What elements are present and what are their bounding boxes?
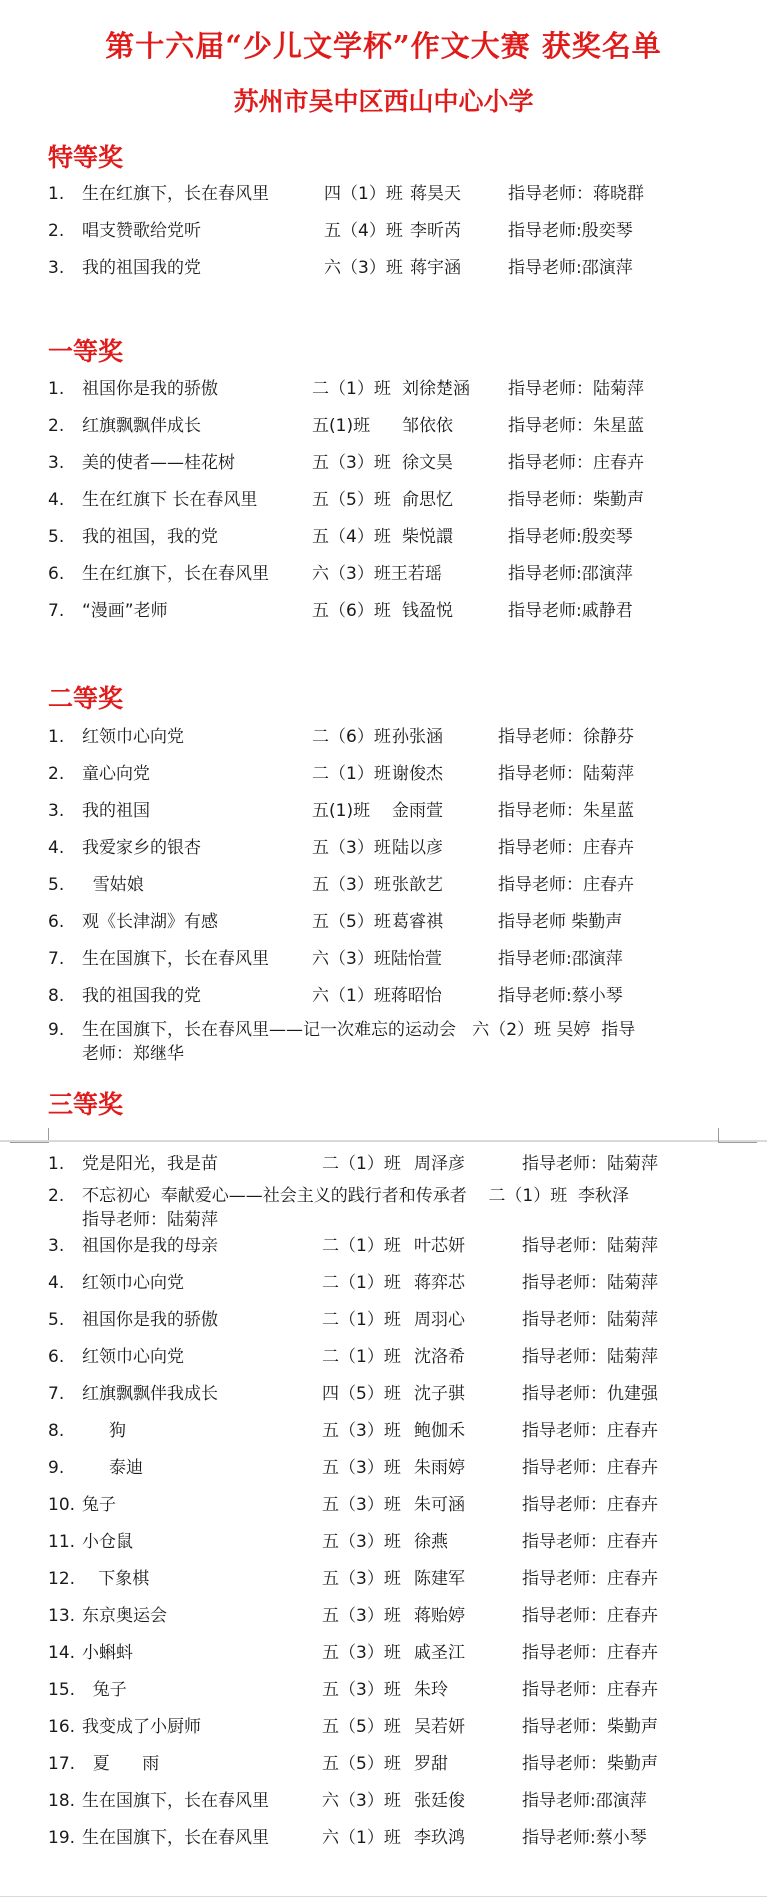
entry-work-title: 红旗飘飘伴我成长	[82, 1384, 218, 1404]
entry-teacher: 指导老师：柴勤声	[522, 1717, 658, 1737]
entry-class: 六（3）班陆怡萱	[312, 949, 442, 969]
award-entry	[0, 1602, 767, 1630]
entry-work-title: 红领巾心向党	[82, 727, 184, 747]
entry-text-line: 指导老师：陆菊萍	[82, 1210, 218, 1230]
award-entry	[0, 1491, 767, 1519]
entry-number: 12.	[48, 1569, 76, 1589]
entry-class: 二（1）班	[322, 1347, 401, 1367]
entry-work-title: “漫画”老师	[82, 601, 168, 621]
entry-number: 4.	[48, 1273, 65, 1293]
entry-class: 五（4）班	[324, 221, 403, 241]
entry-class: 六（1）班	[322, 1828, 401, 1848]
entry-student: 沈洛希	[414, 1347, 465, 1367]
entry-class: 四（5）班	[322, 1384, 401, 1404]
entry-work-title: 东京奥运会	[82, 1606, 167, 1626]
award-entry	[0, 908, 767, 936]
entry-teacher: 指导老师 柴勤声	[498, 912, 623, 932]
entry-teacher: 指导老师：庄春卉	[508, 453, 644, 473]
entry-class: 五（3）班	[322, 1569, 401, 1589]
award-entry	[0, 1343, 767, 1371]
award-entry	[0, 1787, 767, 1815]
entry-work-title: 观《长津湖》有感	[82, 912, 218, 932]
entry-teacher: 指导老师:邵演萍	[508, 564, 633, 584]
entry-student: 蒋宇涵	[410, 258, 461, 278]
entry-work-title: 党是阳光，我是苗	[82, 1154, 218, 1174]
entry-class: 五（3）班	[322, 1606, 401, 1626]
entry-number: 8.	[48, 986, 65, 1006]
entry-number: 9.	[48, 1020, 65, 1040]
school-name: 苏州市吴中区西山中心小学	[233, 87, 534, 116]
page-break-divider	[0, 1140, 767, 1142]
entry-text-line: 生在国旗下，长在春风里——记一次难忘的运动会 六（2）班 吴婷 指导	[82, 1020, 636, 1040]
entry-class: 五（3）班	[322, 1680, 401, 1700]
entry-work-title: 生在红旗下 长在春风里	[82, 490, 258, 510]
entry-number: 5.	[48, 875, 65, 895]
entry-student: 邹依依	[402, 416, 453, 436]
entry-teacher: 指导老师:邵演萍	[498, 949, 623, 969]
award-entry	[0, 1269, 767, 1297]
entry-teacher: 指导老师：庄春卉	[522, 1680, 658, 1700]
entry-work-title: 红领巾心向党	[82, 1273, 184, 1293]
entry-work-title: 生在红旗下，长在春风里	[82, 564, 269, 584]
entry-number: 6.	[48, 912, 65, 932]
entry-teacher: 指导老师:邵演萍	[522, 1791, 647, 1811]
entry-class: 五（3）班	[322, 1495, 401, 1515]
entry-number: 7.	[48, 601, 65, 621]
entry-student: 刘徐楚涵	[402, 379, 470, 399]
entry-teacher: 指导老师:蔡小琴	[498, 986, 623, 1006]
entry-teacher: 指导老师：陆菊萍	[498, 764, 634, 784]
entry-number: 13.	[48, 1606, 76, 1626]
award-entry	[0, 1454, 767, 1482]
section-heading-second: 二等奖	[48, 684, 124, 713]
award-entry	[0, 1018, 767, 1070]
entry-number: 1.	[48, 379, 65, 399]
award-entry	[0, 375, 767, 403]
entry-number: 1.	[48, 1154, 65, 1174]
entry-work-title: 红旗飘飘伴成长	[82, 416, 201, 436]
entry-work-title: 祖国你是我的骄傲	[82, 379, 218, 399]
entry-student: 金雨萱	[392, 801, 443, 821]
award-entry	[0, 1639, 767, 1667]
award-entry	[0, 797, 767, 825]
entry-number: 9.	[48, 1458, 65, 1478]
entry-student: 葛睿祺	[392, 912, 443, 932]
entry-work-title: 祖国你是我的骄傲	[82, 1310, 218, 1330]
entry-teacher: 指导老师：陆菊萍	[522, 1273, 658, 1293]
entry-work-title: 我变成了小厨师	[82, 1717, 201, 1737]
entry-work-title: 小仓鼠	[82, 1532, 133, 1552]
entry-student: 鲍伽禾	[414, 1421, 465, 1441]
entry-student: 戚圣江	[414, 1643, 465, 1663]
entry-number: 11.	[48, 1532, 76, 1552]
entry-number: 1.	[48, 727, 65, 747]
entry-number: 3.	[48, 1236, 65, 1256]
entry-class: 五（5）班	[322, 1754, 401, 1774]
entry-student: 徐燕	[414, 1532, 448, 1552]
entry-student: 陆以彦	[392, 838, 443, 858]
entry-teacher: 指导老师：庄春卉	[522, 1606, 658, 1626]
award-entry	[0, 217, 767, 245]
entry-student: 柴悦譞	[402, 527, 453, 547]
entry-student: 蒋弈芯	[414, 1273, 465, 1293]
entry-work-title: 童心向党	[82, 764, 150, 784]
entry-class: 五(1)班	[312, 801, 371, 821]
entry-teacher: 指导老师：庄春卉	[522, 1421, 658, 1441]
entry-teacher: 指导老师:蔡小琴	[522, 1828, 647, 1848]
entry-work-title: 生在红旗下，长在春风里	[82, 184, 269, 204]
entry-class: 五（5）班	[312, 490, 391, 510]
entry-number: 6.	[48, 1347, 65, 1367]
entry-class: 二（1）班	[322, 1154, 401, 1174]
entry-class: 五(1)班	[312, 416, 371, 436]
entry-number: 16.	[48, 1717, 76, 1737]
entry-work-title: 狗	[82, 1421, 127, 1441]
entry-teacher: 指导老师：陆菊萍	[522, 1154, 658, 1174]
award-entry	[0, 1750, 767, 1778]
entry-teacher: 指导老师：庄春卉	[522, 1643, 658, 1663]
award-entry	[0, 560, 767, 588]
entry-student: 朱玲	[414, 1680, 448, 1700]
entry-work-title: 美的使者——桂花树	[82, 453, 235, 473]
entry-class: 五（3）班	[322, 1643, 401, 1663]
entry-teacher: 指导老师：陆菊萍	[522, 1310, 658, 1330]
entry-number: 5.	[48, 527, 65, 547]
award-entry	[0, 486, 767, 514]
entry-class: 五（3）班	[312, 453, 391, 473]
entry-work-title: 生在国旗下，长在春风里	[82, 1828, 269, 1848]
entry-work-title: 红领巾心向党	[82, 1347, 184, 1367]
entry-student: 罗甜	[414, 1754, 448, 1774]
award-entry	[0, 597, 767, 625]
entry-teacher: 指导老师:殷奕琴	[508, 527, 633, 547]
award-entry	[0, 723, 767, 751]
entry-teacher: 指导老师：庄春卉	[522, 1495, 658, 1515]
entry-number: 3.	[48, 453, 65, 473]
award-entry	[0, 1380, 767, 1408]
entry-work-title: 唱支赞歌给党听	[82, 221, 201, 241]
entry-work-title: 小蝌蚪	[82, 1643, 133, 1663]
entry-work-title: 我爱家乡的银杏	[82, 838, 201, 858]
entry-class: 六（3）班王若瑶	[312, 564, 442, 584]
entry-class: 五（3）班	[322, 1532, 401, 1552]
entry-teacher: 指导老师:邵演萍	[508, 258, 633, 278]
entry-student: 周泽彦	[414, 1154, 465, 1174]
entry-number: 18.	[48, 1791, 76, 1811]
entry-teacher: 指导老师：庄春卉	[522, 1569, 658, 1589]
award-entry	[0, 1232, 767, 1260]
award-entry	[0, 1184, 767, 1236]
award-entry	[0, 982, 767, 1010]
entry-student: 朱可涵	[414, 1495, 465, 1515]
entry-student: 徐文昊	[402, 453, 453, 473]
entry-student: 周羽心	[414, 1310, 465, 1330]
entry-class: 六（1）班蒋昭怡	[312, 986, 442, 1006]
entry-student: 俞思忆	[402, 490, 453, 510]
entry-student: 陈建军	[414, 1569, 465, 1589]
award-entry	[0, 449, 767, 477]
award-entry	[0, 760, 767, 788]
entry-teacher: 指导老师:戚静君	[508, 601, 633, 621]
entry-number: 4.	[48, 490, 65, 510]
entry-number: 2.	[48, 1186, 65, 1206]
entry-number: 14.	[48, 1643, 76, 1663]
entry-class: 六（3）班	[324, 258, 403, 278]
entry-teacher: 指导老师：徐静芬	[498, 727, 634, 747]
entry-number: 2.	[48, 764, 65, 784]
entry-text-line: 不忘初心 奉献爱心——社会主义的践行者和传承者 二（1）班 李秋泽	[82, 1186, 630, 1206]
entry-work-title: 我的祖国我的党	[82, 258, 201, 278]
entry-class: 五（3）班	[322, 1421, 401, 1441]
award-entry	[0, 523, 767, 551]
entry-class: 二（1）班	[322, 1310, 401, 1330]
entry-text-line: 老师：郑继华	[82, 1044, 184, 1064]
award-entry	[0, 945, 767, 973]
entry-work-title: 祖国你是我的母亲	[82, 1236, 218, 1256]
entry-class: 六（3）班	[322, 1791, 401, 1811]
entry-teacher: 指导老师：陆菊萍	[522, 1236, 658, 1256]
entry-number: 8.	[48, 1421, 65, 1441]
award-entry	[0, 412, 767, 440]
entry-student: 李玖鸿	[414, 1828, 465, 1848]
entry-number: 4.	[48, 838, 65, 858]
entry-number: 5.	[48, 1310, 65, 1330]
entry-class: 五（5）班	[312, 912, 391, 932]
entry-class: 二（6）班	[312, 727, 391, 747]
award-entry	[0, 1565, 767, 1593]
entry-student: 孙张涵	[392, 727, 443, 747]
entry-number: 19.	[48, 1828, 76, 1848]
entry-teacher: 指导老师：庄春卉	[498, 838, 634, 858]
entry-number: 2.	[48, 416, 65, 436]
entry-teacher: 指导老师：庄春卉	[498, 875, 634, 895]
award-entry	[0, 1417, 767, 1445]
award-entry	[0, 1306, 767, 1334]
entry-class: 五（3）班	[322, 1458, 401, 1478]
entry-work-title: 我的祖国	[82, 801, 150, 821]
entry-work-title: 生在国旗下，长在春风里	[82, 1791, 269, 1811]
entry-student: 张廷俊	[414, 1791, 465, 1811]
entry-student: 蒋昊天	[410, 184, 461, 204]
section-heading-third: 三等奖	[48, 1090, 124, 1119]
entry-number: 10.	[48, 1495, 76, 1515]
entry-class: 二（1）班	[312, 379, 391, 399]
entry-teacher: 指导老师：朱星蓝	[498, 801, 634, 821]
entry-student: 叶芯妍	[414, 1236, 465, 1256]
entry-class: 五（5）班	[322, 1717, 401, 1737]
entry-class: 五（4）班	[312, 527, 391, 547]
entry-work-title: 泰迪	[82, 1458, 144, 1478]
entry-class: 二（1）班	[322, 1236, 401, 1256]
document-title: 第十六届“少儿文学杯”作文大赛 获奖名单	[105, 29, 662, 63]
entry-student: 张歆艺	[392, 875, 443, 895]
entry-class: 二（1）班	[312, 764, 391, 784]
entry-teacher: 指导老师：陆菊萍	[522, 1347, 658, 1367]
entry-class: 五（3）班	[312, 838, 391, 858]
entry-work-title: 夏 雨	[82, 1754, 160, 1774]
entry-number: 17.	[48, 1754, 76, 1774]
entry-work-title: 兔子	[82, 1495, 116, 1515]
entry-work-title: 下象棋	[82, 1569, 150, 1589]
entry-number: 7.	[48, 1384, 65, 1404]
entry-teacher: 指导老师:殷奕琴	[508, 221, 633, 241]
entry-student: 蒋贻婷	[414, 1606, 465, 1626]
award-entry	[0, 1150, 767, 1178]
entry-teacher: 指导老师：仇建强	[522, 1384, 658, 1404]
entry-number: 1.	[48, 184, 65, 204]
entry-teacher: 指导老师：柴勤声	[508, 490, 644, 510]
entry-teacher: 指导老师：陆菊萍	[508, 379, 644, 399]
entry-teacher: 指导老师：蒋晓群	[508, 184, 644, 204]
award-entry	[0, 1528, 767, 1556]
entry-teacher: 指导老师：庄春卉	[522, 1532, 658, 1552]
award-entry	[0, 1824, 767, 1852]
section-heading-first: 一等奖	[48, 337, 124, 366]
page-break-mark-right	[718, 1128, 757, 1143]
entry-work-title: 我的祖国，我的党	[82, 527, 218, 547]
entry-class: 五（6）班	[312, 601, 391, 621]
entry-work-title: 我的祖国我的党	[82, 986, 201, 1006]
entry-work-title: 兔子	[82, 1680, 127, 1700]
entry-number: 3.	[48, 801, 65, 821]
entry-teacher: 指导老师：柴勤声	[522, 1754, 658, 1774]
entry-number: 7.	[48, 949, 65, 969]
entry-number: 2.	[48, 221, 65, 241]
entry-student: 钱盈悦	[402, 601, 453, 621]
entry-number: 15.	[48, 1680, 76, 1700]
entry-number: 6.	[48, 564, 65, 584]
award-entry	[0, 834, 767, 862]
award-entry	[0, 254, 767, 282]
entry-class: 四（1）班	[324, 184, 403, 204]
entry-student: 沈子骐	[414, 1384, 465, 1404]
entry-student: 朱雨婷	[414, 1458, 465, 1478]
award-entry	[0, 871, 767, 899]
section-heading-special: 特等奖	[48, 143, 124, 172]
entry-student: 谢俊杰	[392, 764, 443, 784]
entry-class: 二（1）班	[322, 1273, 401, 1293]
award-entry	[0, 180, 767, 208]
award-entry	[0, 1713, 767, 1741]
page-bottom-divider	[0, 1896, 767, 1897]
entry-work-title: 生在国旗下，长在春风里	[82, 949, 269, 969]
entry-student: 李昕芮	[410, 221, 461, 241]
entry-number: 3.	[48, 258, 65, 278]
entry-teacher: 指导老师：朱星蓝	[508, 416, 644, 436]
entry-student: 吴若妍	[414, 1717, 465, 1737]
entry-teacher: 指导老师：庄春卉	[522, 1458, 658, 1478]
entry-work-title: 雪姑娘	[82, 875, 144, 895]
entry-class: 五（3）班	[312, 875, 391, 895]
award-entry	[0, 1676, 767, 1704]
